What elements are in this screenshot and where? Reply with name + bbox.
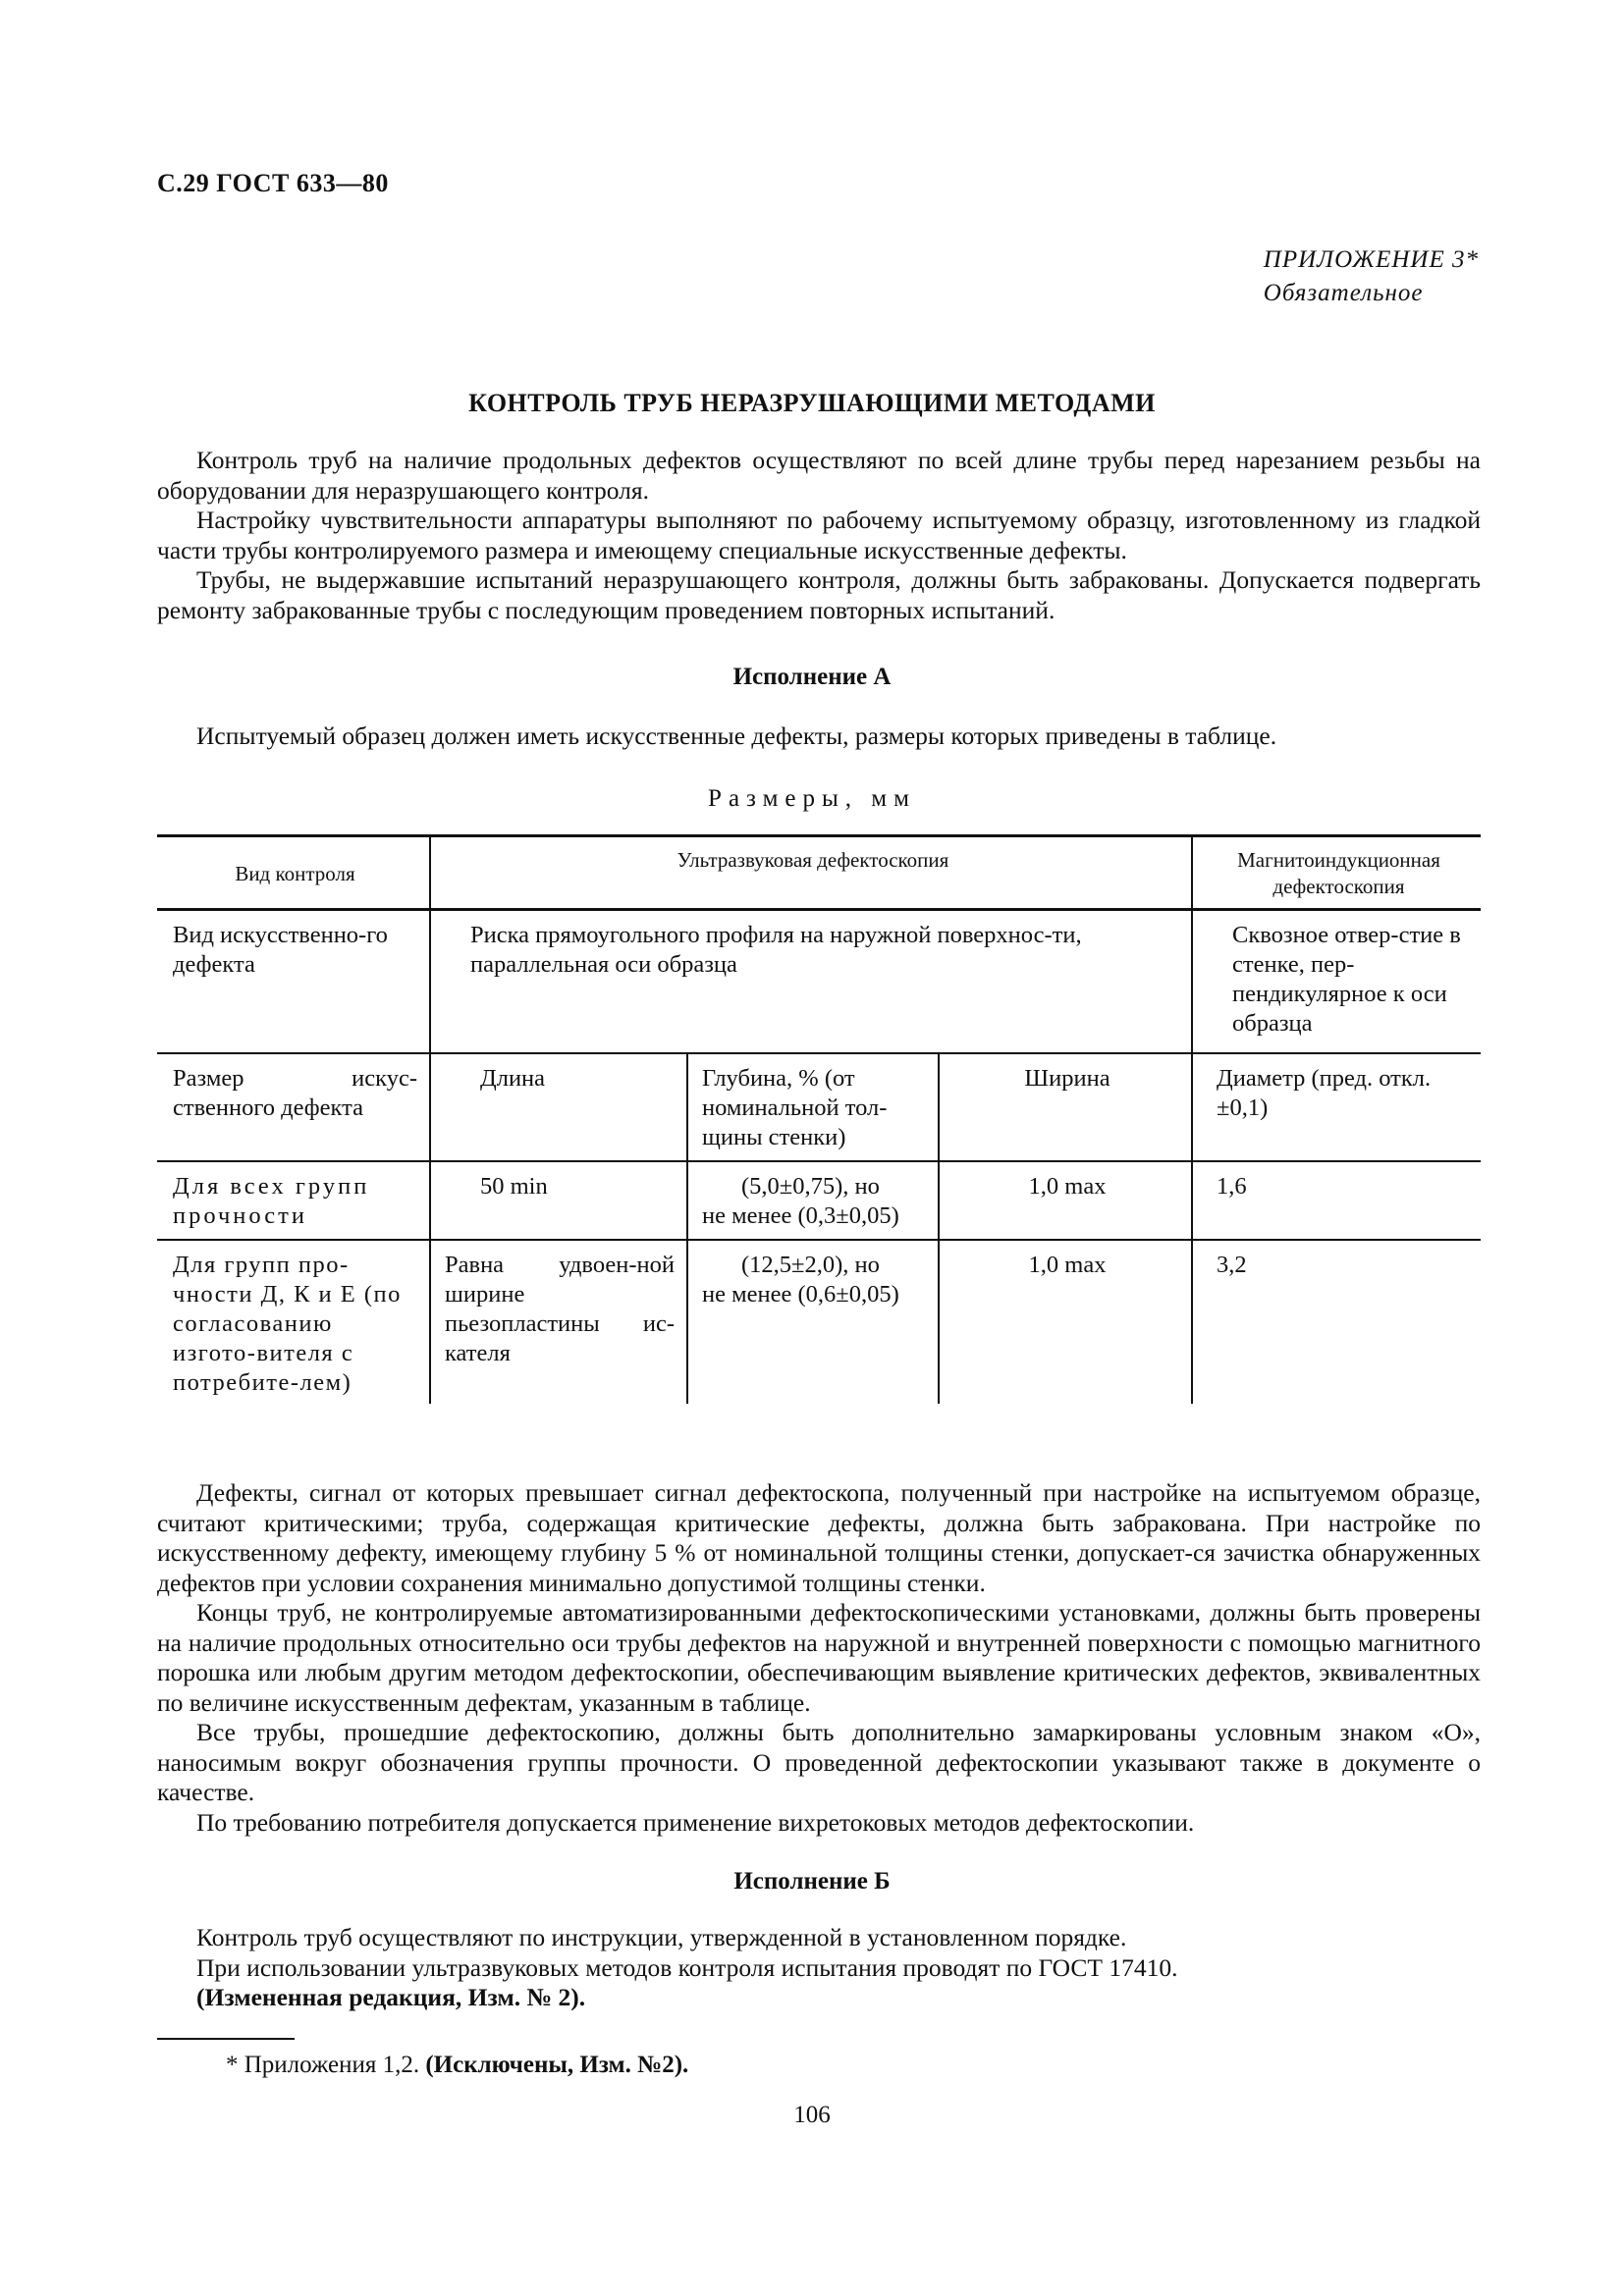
section-a-intro [157,721,1481,752]
table-cell: Для групп про-чности Д, К и Е (по согласованию изгото-вителя с потребите-лем) [173,1252,402,1396]
depth-line: (12,5±2,0), но [741,1252,880,1278]
footnote-divider [157,2038,295,2040]
paragraph: Трубы, не выдержавшие испытаний неразрушающего контроля, должны быть забракованы. Допускается подвергать ремонту забракованные трубы с последующим проведением повторных испытаний. [157,565,1481,624]
intro-text [157,446,1481,625]
table-row [157,1053,1481,1161]
annex-status: Обязательное [1263,280,1424,306]
paragraph: Все трубы, прошедшие дефектоскопию, должны быть дополнительно замаркированы условным знаком «О», наносимым вокруг обозначения группы прочности. О проведенной дефектоскопии указывают также в документе о качестве. [157,1718,1481,1806]
table-cell: Диаметр (пред. откл. ±0,1) [1192,1053,1481,1161]
header-cell: Ультразвуковая дефектоскопия [430,836,1192,910]
table-cell: 1,0 max [939,1240,1192,1404]
table-cell: Длина [430,1053,687,1161]
header-cell: Магнитоиндукционная дефектоскопия [1192,836,1481,910]
section-a-heading: Исполнение А [732,664,892,690]
footnote [226,2052,688,2079]
table-units: Размеры, мм [708,785,916,812]
table-cell: Вид искусственно-го дефекта [157,910,430,1054]
table-cell: 1,0 max [939,1161,1192,1240]
section-b-text [157,1923,1481,2013]
paragraph: Контроль труб на наличие продольных дефектов осуществляют по всей длине трубы перед нарезанием резьбы на оборудовании для неразрушающего контроля. [157,446,1481,505]
annex-label [1264,243,1479,310]
paragraph: (Измененная редакция, Изм. № 2). [196,1983,586,2011]
paragraph: Испытуемый образец должен иметь искусственные дефекты, размеры которых приведены в таблице. [196,721,1277,750]
table-row [157,1240,1481,1404]
table-cell: Глубина, % (от номинальной тол-щины стенки) [687,1053,939,1161]
annex-title: ПРИЛОЖЕНИЕ 3* [1263,246,1479,273]
section-b-heading: Исполнение Б [733,1868,891,1895]
table-row [157,1161,1481,1240]
footnote-bold: (Исключены, Изм. №2). [425,2052,689,2078]
depth-line: (5,0±0,75), но [741,1173,880,1200]
table-cell: Равна удвоен-ной ширине пьезопластины ис-кателя [430,1240,687,1404]
page-number: 106 [793,2102,831,2128]
page-title: КОНТРОЛЬ ТРУБ НЕРАЗРУШАЮЩИМИ МЕТОДАМИ [468,389,1156,417]
footnote-text: * Приложения 1,2. [226,2052,426,2078]
header-cell: Вид контроля [235,861,355,885]
table-cell [687,1240,939,1404]
table-cell: Сквозное отвер-стие в стенке, пер-пендикулярное к оси образца [1192,910,1481,1054]
paragraph: Контроль труб осуществляют по инструкции, утвержденной в установленном порядке. [196,1923,1127,1951]
depth-line: не менее (0,3±0,05) [702,1202,899,1229]
table-cell: 1,6 [1192,1161,1481,1240]
table-cell: Для всех групп прочности [157,1161,430,1240]
paragraph: Настройку чувствительности аппаратуры выполняют по рабочему испытуемому образцу, изготовленному из гладкой части трубы контролируемого размера и имеющему специальные искусственные дефекты. [157,506,1481,564]
table-cell: Размер искус-ственного дефекта [157,1053,430,1161]
defects-table [157,834,1481,1404]
table-cell: 3,2 [1192,1240,1481,1404]
paragraph: При использовании ультразвуковых методов контроля испытания проводят по ГОСТ 17410. [196,1952,1178,1982]
paragraph: Дефекты, сигнал от которых превышает сигнал дефектоскопа, полученный при настройке на испытуемом образце, считают критическими; труба, содержащая критические дефекты, должна быть забракована. При настройке по искусственному дефекту, имеющему глубину 5 % от номинальной толщины стенки, допускает-ся зачистка обнаруженных дефектов при условии сохранения минимально допустимой толщины стенки. [157,1478,1481,1597]
after-table-text [157,1478,1481,1838]
document-header: С.29 ГОСТ 633—80 [157,169,389,197]
table-header-row [157,836,1481,910]
paragraph: По требованию потребителя допускается применение вихретоковых методов дефектоскопии. [196,1807,1195,1837]
table-cell: 50 min [430,1161,687,1240]
paragraph: Концы труб, не контролируемые автоматизированными дефектоскопическими установками, должны быть проверены на наличие продольных относительно оси трубы дефектов на наружной и внутренней поверхности с помощью магнитного порошка или любым другим методом дефектоскопии, обеспечивающим выявление критических дефектов, эквивалентных по величине искусственным дефектам, указанным в таблице. [157,1598,1481,1717]
depth-line: не менее (0,6±0,05) [702,1281,899,1308]
table-cell [687,1161,939,1240]
table-row [157,910,1481,1054]
table-cell: Риска прямоугольного профиля на наружной поверхнос-ти, параллельная оси образца [430,910,1192,1054]
table-cell: Ширина [939,1053,1192,1161]
